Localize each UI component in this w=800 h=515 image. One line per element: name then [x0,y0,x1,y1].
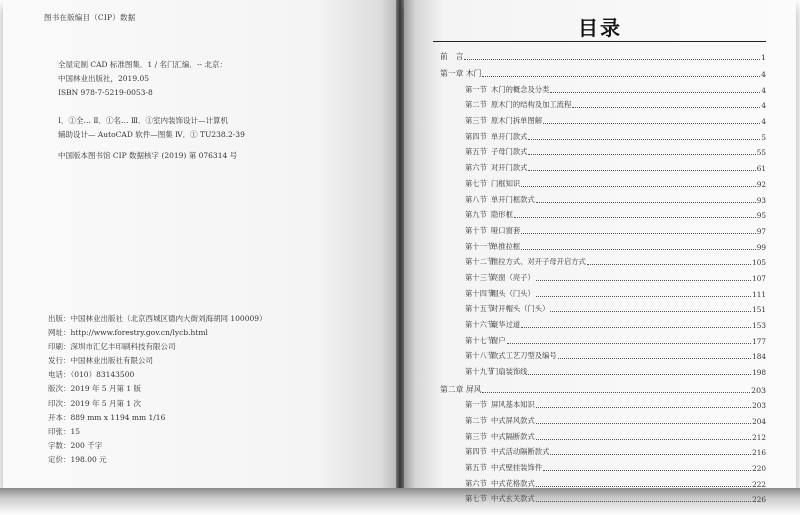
toc-section-entry [440,361,766,377]
toc-entry-title: 帽头（门头） [491,288,535,298]
toc-section-entry [440,157,766,173]
toc-entry-title: 亮窗（亮子） [491,272,535,282]
toc-section-entry [440,426,766,442]
publication-line: 字数：200 千字 [48,440,103,450]
toc-page-number: 212 [752,432,766,442]
toc-leader-dots [528,374,751,375]
toc-page-number: 5 [761,132,766,142]
toc-leader-dots [550,92,760,93]
toc-entry-title: 原木门拆单图解 [491,116,543,126]
toc-leader-dots [543,123,760,124]
toc-page-number: 107 [752,273,766,283]
toc-leader-dots [528,139,760,140]
toc-page-number: 203 [752,401,766,411]
toc-leader-dots [572,107,760,108]
toc-page-number: 222 [752,479,766,489]
toc-page-number: 226 [752,495,766,505]
toc-entry-number: 第三节 [465,116,487,126]
toc-entry-title: 对开门款式 [491,163,528,173]
toc-leader-dots [536,501,751,502]
toc-entry-number: 第一节 [465,84,487,94]
toc-page-number: 151 [752,305,766,315]
toc-leader-dots [514,217,756,218]
toc-page-number: 204 [752,416,766,426]
toc-leader-dots [536,202,756,203]
toc-entry-number: 第六节 [465,163,487,173]
publication-line: 发行：中国林业出版社有限公司 [48,356,153,366]
cip-block [58,58,245,163]
toc-entry-number: 第十六节 [465,320,495,329]
toc-section-entry [440,346,766,362]
toc-entry-title: 原木门的结构及加工流程 [491,100,572,110]
toc-leader-dots [482,392,750,393]
toc-page-number: 61 [756,164,766,174]
table-of-contents [440,44,766,504]
toc-page-number: 153 [752,321,766,330]
toc-entry-title: 中式壁挂装饰件 [491,463,543,472]
toc-entry-title: 屏风基本知识 [491,400,535,410]
toc-entry-title: 中式屏风款式 [491,415,535,425]
toc-entry-title: 子母门款式 [491,147,528,157]
toc-section-entry [440,252,766,268]
toc-entry-number: 第一章 [440,69,464,78]
toc-entry-title: 中式花格款式 [491,478,535,488]
toc-entry-title: 隐形框 [491,210,513,220]
toc-entry-number: 第十九节 [465,367,495,377]
subject-line: Ⅰ．①全… Ⅱ．①名… Ⅲ．①室内装饰设计—计算机 [58,116,229,125]
toc-entry-number: 第五节 [465,463,487,472]
toc-entry-number: 第十三节 [465,272,495,282]
publication-line: 网址：http://www.forestry.gov.cn/lycb.html [48,328,208,338]
toc-page-number: 1 [761,52,766,62]
toc-entry-title: 单开门框款式 [491,194,535,204]
toc-section-entry [440,189,766,205]
toc-leader-dots [550,454,751,455]
toc-entry-title: 单开门款式 [491,131,528,141]
toc-page-number: 203 [751,385,766,395]
toc-entry-title: 单推拉框 [491,241,521,251]
toc-page-number: 99 [756,242,766,252]
toc-entry-number: 第十节 [465,225,487,235]
toc-entry-title: 门扇装饰线 [491,367,528,377]
toc-page-number: 4 [761,70,766,79]
toc-leader-dots [536,423,751,424]
toc-chapter-entry [440,44,766,62]
toc-leader-dots [558,358,751,359]
cip-number: 中国版本图书馆 CIP 数据核字 (2019) 第 076314 号 [58,151,238,160]
toc-entry-number: 第六节 [465,478,487,488]
isbn-line: ISBN 978-7-5219-0053-8 [58,88,153,97]
toc-entry-number: 第二章 [440,384,464,394]
toc-entry-number: 第十四节 [465,288,495,298]
toc-entry-number: 第十七节 [465,335,495,345]
toc-entry-title: 窗户 [491,335,506,345]
publication-line: 电话：（010）83143500 [48,370,135,380]
toc-section-entry [440,410,766,426]
toc-page-number: 93 [756,195,766,205]
toc-page-number: 55 [756,148,766,158]
toc-section-entry [440,267,766,283]
toc-entry-number: 第十一节 [465,241,495,251]
cip-heading: 图书在版编目（CIP）数据 [44,13,136,22]
toc-entry-title: 门框知识 [491,178,521,188]
toc-entry-number: 第一节 [465,400,487,410]
toc-chapter-entry [440,377,766,395]
toc-entry-number: 第九节 [465,210,487,220]
toc-section-entry [440,236,766,252]
cip-line: 中国林业出版社，2019.05 [58,74,150,83]
toc-entry-title: 哑口窗套 [491,225,521,235]
toc-entry-number: 第八节 [465,194,487,204]
toc-leader-dots [536,407,751,408]
toc-entry-title: 对开帽头（门头） [491,304,550,314]
toc-section-entry [440,442,766,458]
subject-line: 辅助设计— AutoCAD 软件—图集 Ⅳ．① TU238.2-39 [58,130,245,139]
toc-entry-number: 第十二节 [465,257,495,267]
toc-page-number: 198 [752,368,766,378]
toc-entry-title: 中式活动隔断款式 [491,447,550,457]
toc-entry-title: 中式玄关款式 [491,494,535,504]
toc-entry-title: 木门 [465,69,482,78]
cip-line: 全屋定制 CAD 标准图集．1 / 名门汇编．-- 北京： [58,60,227,69]
toc-section-entry [440,173,766,189]
toc-entry-number: 第五节 [465,147,487,157]
toc-entry-number: 第四节 [465,131,487,141]
book-gutter [396,0,404,488]
toc-leader-dots [587,264,751,265]
toc-leader-dots [536,296,751,297]
publication-info [48,312,267,467]
toc-leader-dots [521,233,756,234]
toc-entry-number: 第四节 [465,447,487,457]
toc-section-entry [440,79,766,95]
toc-page-number: 4 [761,101,766,111]
toc-leader-dots [536,486,751,487]
toc-entry-title: 中式隔断款式 [491,431,535,441]
publication-line: 版次：2019 年 5 月第 1 版 [48,384,142,394]
toc-entry-number: 前 言 [440,51,464,61]
toc-entry-title: 木门的概念及分类 [491,84,550,94]
toc-leader-dots [521,186,756,187]
toc-leader-dots [507,343,751,344]
toc-page-number: 220 [752,464,766,473]
toc-entry-number: 第十八节 [465,351,495,361]
publication-line: 出版：中国林业出版社（北京西城区德内大街刘海胡同 100009） [48,314,267,323]
toc-rule [433,41,766,42]
toc-page-number: 105 [752,258,766,268]
toc-leader-dots [464,59,760,60]
toc-entry-title: 屏风 [465,384,482,394]
toc-leader-dots [528,154,755,155]
toc-entry-title: 豪华过道 [491,320,521,329]
toc-leader-dots [521,249,756,250]
publication-line: 定价：198.00 元 [48,454,107,464]
toc-entry-number: 第二节 [465,415,487,425]
toc-section-entry [440,220,766,236]
toc-entry-title: 款式工艺刀型及编号 [491,351,557,361]
toc-leader-dots [536,280,751,281]
toc-entry-number: 第七节 [465,178,487,188]
toc-leader-dots [528,170,755,171]
toc-leader-dots [482,76,760,77]
toc-section-entry [440,489,766,505]
toc-section-entry [440,126,766,142]
toc-entry-number: 第三节 [465,431,487,441]
toc-section-entry [440,283,766,299]
toc-section-entry [440,457,766,473]
toc-section-entry [440,330,766,346]
publication-line: 印次：2019 年 5 月第 1 次 [48,398,142,408]
toc-section-entry [440,473,766,489]
toc-page-number: 184 [752,352,766,362]
toc-section-entry [440,110,766,126]
toc-page-number: 95 [756,211,766,221]
toc-page-number: 177 [752,336,766,346]
toc-section-entry [440,95,766,111]
publication-line: 印刷：深圳市汇亿丰印刷科技有限公司 [48,342,176,352]
toc-leader-dots [521,327,751,328]
toc-section-entry [440,205,766,221]
toc-leader-dots [550,311,751,312]
toc-section-entry [440,314,766,330]
toc-page-number: 4 [761,85,766,95]
toc-section-entry [440,395,766,411]
publication-line: 印张：15 [48,426,81,436]
publication-line: 开本：889 mm x 1194 mm 1/16 [48,412,166,422]
toc-section-entry [440,142,766,158]
toc-chapter-entry [440,62,766,80]
toc-entry-number: 第十五节 [465,304,495,314]
toc-section-entry [440,299,766,315]
toc-page-number: 92 [756,179,766,189]
toc-page-number: 111 [752,289,766,299]
toc-title: 目录 [578,16,622,40]
toc-leader-dots [536,439,751,440]
toc-entry-number: 第二节 [465,100,487,110]
toc-entry-title: 推拉方式、对开子母开启方式 [491,257,586,267]
toc-page-number: 4 [761,117,766,127]
toc-page-number: 97 [756,226,766,236]
toc-page-number: 216 [752,448,766,458]
toc-leader-dots [543,470,751,471]
toc-entry-number: 第七节 [465,494,487,504]
